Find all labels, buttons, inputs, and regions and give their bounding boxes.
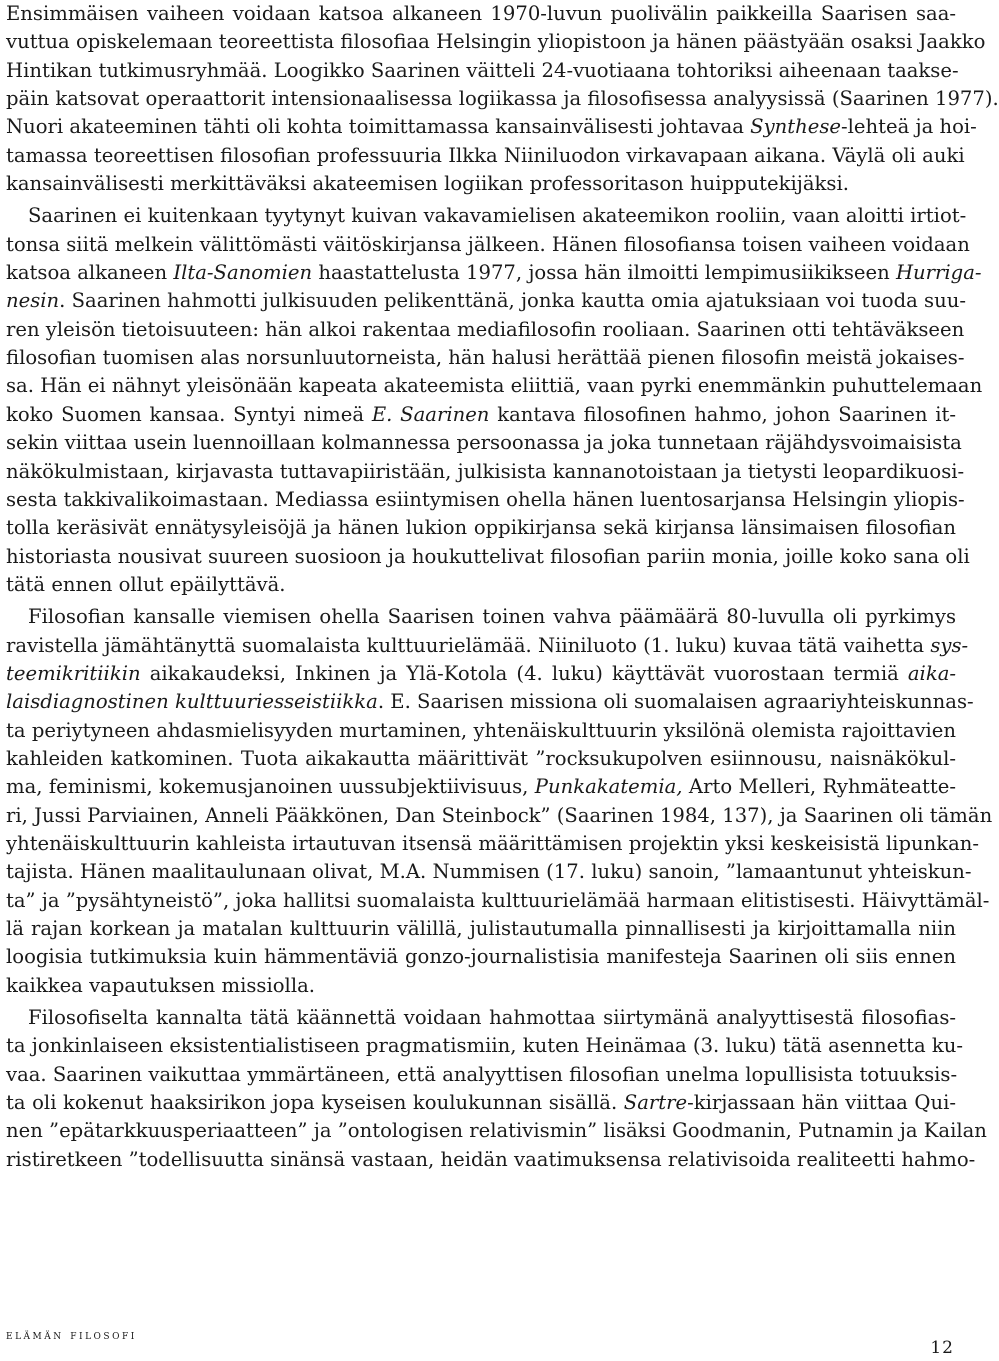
text-line <box>6 858 972 886</box>
text-line <box>6 85 999 113</box>
text-run: tamassa teoreettisen filosofian professuuria Ilkka Niiniluodon virkavapaan aikana. Väylä oli auki <box>6 143 965 167</box>
text-line <box>6 514 956 542</box>
text-run: ristiretkeen ”todellisuutta sinänsä vastaan, heidän vaatimuksensa relativisoida realiteetti hahmo- <box>6 1147 976 1171</box>
text-run: koko Suomen kansaa. Syntyi nimeä <box>6 402 372 426</box>
text-line <box>6 1089 956 1117</box>
text-line <box>6 802 993 830</box>
text-run: haastattelusta 1977, jossa hän ilmoitti lempimusiikikseen <box>312 261 896 285</box>
text-run: tonsa siitä melkein välittömästi väitöskirjansa jälkeen. Hänen filosofiansa toisen vaiheen voidaan <box>6 232 970 256</box>
text-line <box>6 142 965 170</box>
text-run: tätä ennen ollut epäilyttävä. <box>6 572 286 596</box>
italic-text: Sartre <box>623 1091 688 1115</box>
text-run: päin katsovat operaattorit intensionaalisessa logiikassa ja filosofisessa analyysissä (Saarinen 1977). <box>6 87 999 111</box>
text-line <box>6 113 977 141</box>
text-run: tajista. Hänen maalitaulunaan olivat, M.A. Nummisen (17. luku) sanoin, ”lamaantunut yhteiskun- <box>6 860 972 884</box>
text-run: kahleiden katkominen. Tuota aikakautta määrittivät ”rocksukupolven esiinnousu, naisnäkökul- <box>6 746 956 770</box>
text-run: ma, feminismi, kokemusjanoinen uussubjektiivisuus, <box>6 775 535 799</box>
text-line <box>6 486 965 514</box>
text-line <box>6 0 956 28</box>
paragraph <box>6 1004 987 1174</box>
paragraph <box>6 202 983 599</box>
text-run: kaikkea vapautuksen missiolla. <box>6 973 315 997</box>
text-line <box>6 688 974 716</box>
text-run: sesta takkivalikoimastaan. Mediassa esiintymisen ohella hänen luentosarjansa Helsingin yliopis- <box>6 487 965 511</box>
text-line <box>6 202 967 230</box>
italic-text: Ilta-Sanomien <box>173 261 313 285</box>
text-line <box>6 887 990 915</box>
text-run: . E. Saarisen missiona oli suomalaisen agraariyhteiskunnas- <box>377 690 974 714</box>
italic-text: teemikritiikin <box>6 661 141 685</box>
text-line <box>6 401 956 429</box>
italic-text: Punkakatemia, <box>534 775 683 799</box>
text-line <box>6 429 962 457</box>
text-line <box>6 287 966 315</box>
text-run: -kirjassaan hän viittaa Qui- <box>687 1091 956 1115</box>
text-line <box>6 1004 956 1032</box>
text-run: ri, Jussi Parviainen, Anneli Pääkkönen, Dan Steinbock” (Saarinen 1984, 137), ja Saarinen oli tämän <box>6 803 993 827</box>
text-line <box>6 28 986 56</box>
italic-text: E. Saarinen <box>371 402 490 426</box>
text-line <box>6 344 965 372</box>
text-run: sekin viittaa usein luennoillaan kolmannessa persoonassa ja joka tunnetaan räjähdysvoimaisista <box>6 431 962 455</box>
italic-text: Hurriga- <box>895 261 982 285</box>
text-run: ta” ja ”pysähtyneistö”, joka hallitsi suomalaista kulttuurielämää harmaan elitistisesti. Häivyttämäl- <box>6 888 990 912</box>
text-run: Filosofiselta kannalta tätä käännettä voidaan hahmottaa siirtymänä analyyttisestä filosofias- <box>28 1006 956 1030</box>
text-line <box>6 543 970 571</box>
text-line <box>6 603 956 631</box>
text-run: ravistella jämähtänyttä suomalaista kulttuurielämää. Niiniluoto (1. luku) kuvaa tätä vaihetta <box>6 633 931 657</box>
italic-text: sys- <box>930 633 969 657</box>
text-run: lä rajan korkean ja matalan kulttuurin välillä, julistautumalla pinnallisesti ja kirjoittamalla niin <box>6 917 956 940</box>
text-run: ta periytyneen ahdasmielisyyden murtaminen, yhtenäiskulttuurin yksilönä olemista rajoittavien <box>6 718 956 742</box>
text-line <box>6 170 956 198</box>
text-line <box>6 458 965 486</box>
text-run: vaa. Saarinen vaikuttaa ymmärtäneen, että analyyttisen filosofian unelma lopullisista totuuksis- <box>6 1062 958 1086</box>
text-line <box>6 571 956 599</box>
text-run: vuttua opiskelemaan teoreettista filosofiaa Helsingin yliopistoon ja hänen päästyään osaksi Jaakko <box>6 30 986 54</box>
text-line <box>6 372 983 400</box>
text-run: kantava filosofinen hahmo, johon Saarinen it- <box>489 402 957 426</box>
text-line <box>6 1146 976 1174</box>
text-run: näkökulmistaan, kirjavasta tuttavapiiristään, julkisista kannanotoistaan ja tietysti leopardikuosi- <box>6 459 965 483</box>
text-run: loogisia tutkimuksia kuin hämmentäviä gonzo-journalistisia manifesteja Saarinen oli siis ennen <box>6 945 956 969</box>
italic-text: aika- <box>907 661 956 685</box>
text-run: nen ”epätarkkuusperiaatteen” ja ”ontologisen relativismin” lisäksi Goodmanin, Putnamin ja Kailan <box>6 1119 987 1143</box>
text-run: Ensimmäisen vaiheen voidaan katsoa alkaneen 1970-luvun puolivälin paikkeilla Saarisen saa- <box>6 2 956 25</box>
text-line <box>6 1117 987 1145</box>
text-run: filosofian tuomisen alas norsunluutorneista, hän halusi herättää pienen filosofin meistä jokaises- <box>6 346 965 370</box>
text-run: tolla keräsivät ennätysyleisöjä ja hänen lukion oppikirjansa sekä kirjansa länsimaisen filosofian <box>6 516 956 540</box>
page-number: 12 <box>930 1338 954 1358</box>
text-run: . Saarinen hahmotti julkisuuden pelikenttänä, jonka kautta omia ajatuksiaan voi tuoda suu- <box>59 289 966 313</box>
text-run: -lehteä ja hoi- <box>841 115 977 139</box>
text-run: Hintikan tutkimusryhmää. Loogikko Saarinen väitteli 24-vuotiaana tohtoriksi aiheenaan taakse- <box>6 58 959 82</box>
text-line <box>6 915 956 943</box>
text-run: Filosofian kansalle viemisen ohella Saarisen toinen vahva päämäärä 80-luvulla oli pyrkimys <box>28 605 956 629</box>
body-text <box>6 0 999 1174</box>
text-line <box>6 660 956 688</box>
text-run: Saarinen ei kuitenkaan tyytynyt kuivan vakavamielisen akateemikon rooliin, vaan aloitti irtiot- <box>28 204 967 228</box>
text-line <box>6 943 956 971</box>
text-run: sa. Hän ei nähnyt yleisönään kapeata akateemista eliittiä, vaan pyrki enemmänkin puhuttelemaan <box>6 374 983 398</box>
text-line <box>6 717 956 745</box>
text-run: Arto Melleri, Ryhmäteatte- <box>682 775 957 799</box>
text-line <box>6 1061 956 1089</box>
text-run: Nuori akateeminen tähti oli kohta toimittamassa kansainvälisesti johtavaa <box>6 115 751 139</box>
text-line <box>6 259 982 287</box>
text-run: katsoa alkaneen <box>6 261 174 285</box>
text-line <box>6 231 970 259</box>
text-run: ta oli kokenut haaksirikon jopa kyseisen koulukunnan sisällä. <box>6 1091 624 1115</box>
text-run: historiasta nousivat suureen suosioon ja houkuttelivat filosofian pariin monia, joille koko sana oli <box>6 544 970 568</box>
text-line <box>6 830 980 858</box>
text-run: ren yleisön tietoisuuteen: hän alkoi rakentaa mediafilosofin rooliaan. Saarinen otti tehtäväkseen <box>6 317 965 341</box>
text-line <box>6 745 956 773</box>
text-line <box>6 1032 964 1060</box>
text-line <box>6 972 956 1000</box>
running-footer-title: elämän filosofi <box>6 1328 137 1343</box>
text-line <box>6 316 965 344</box>
italic-text: Synthese <box>750 115 842 139</box>
text-line <box>6 773 956 801</box>
text-run: ta jonkinlaiseen eksistentialistiseen pragmatismiin, kuten Heinämaa (3. luku) tätä asennetta ku- <box>6 1034 964 1058</box>
text-line <box>6 632 969 660</box>
italic-text: nesin <box>6 289 60 313</box>
text-line <box>6 57 959 85</box>
paragraph <box>6 603 993 1000</box>
italic-text: laisdiagnostinen kulttuuriesseistiikka <box>6 690 378 714</box>
text-run: yhtenäiskulttuurin kahleista irtautuvan itsensä määrittämisen projektin yksi keskeisistä lipunkan- <box>6 831 980 855</box>
text-run: kansainvälisesti merkittäväksi akateemisen logiikan professoritason huipputekijäksi. <box>6 172 849 196</box>
paragraph <box>6 0 999 198</box>
text-run: aikakaudeksi, Inkinen ja Ylä-Kotola (4. luku) käyttävät vuorostaan termiä <box>140 661 908 685</box>
